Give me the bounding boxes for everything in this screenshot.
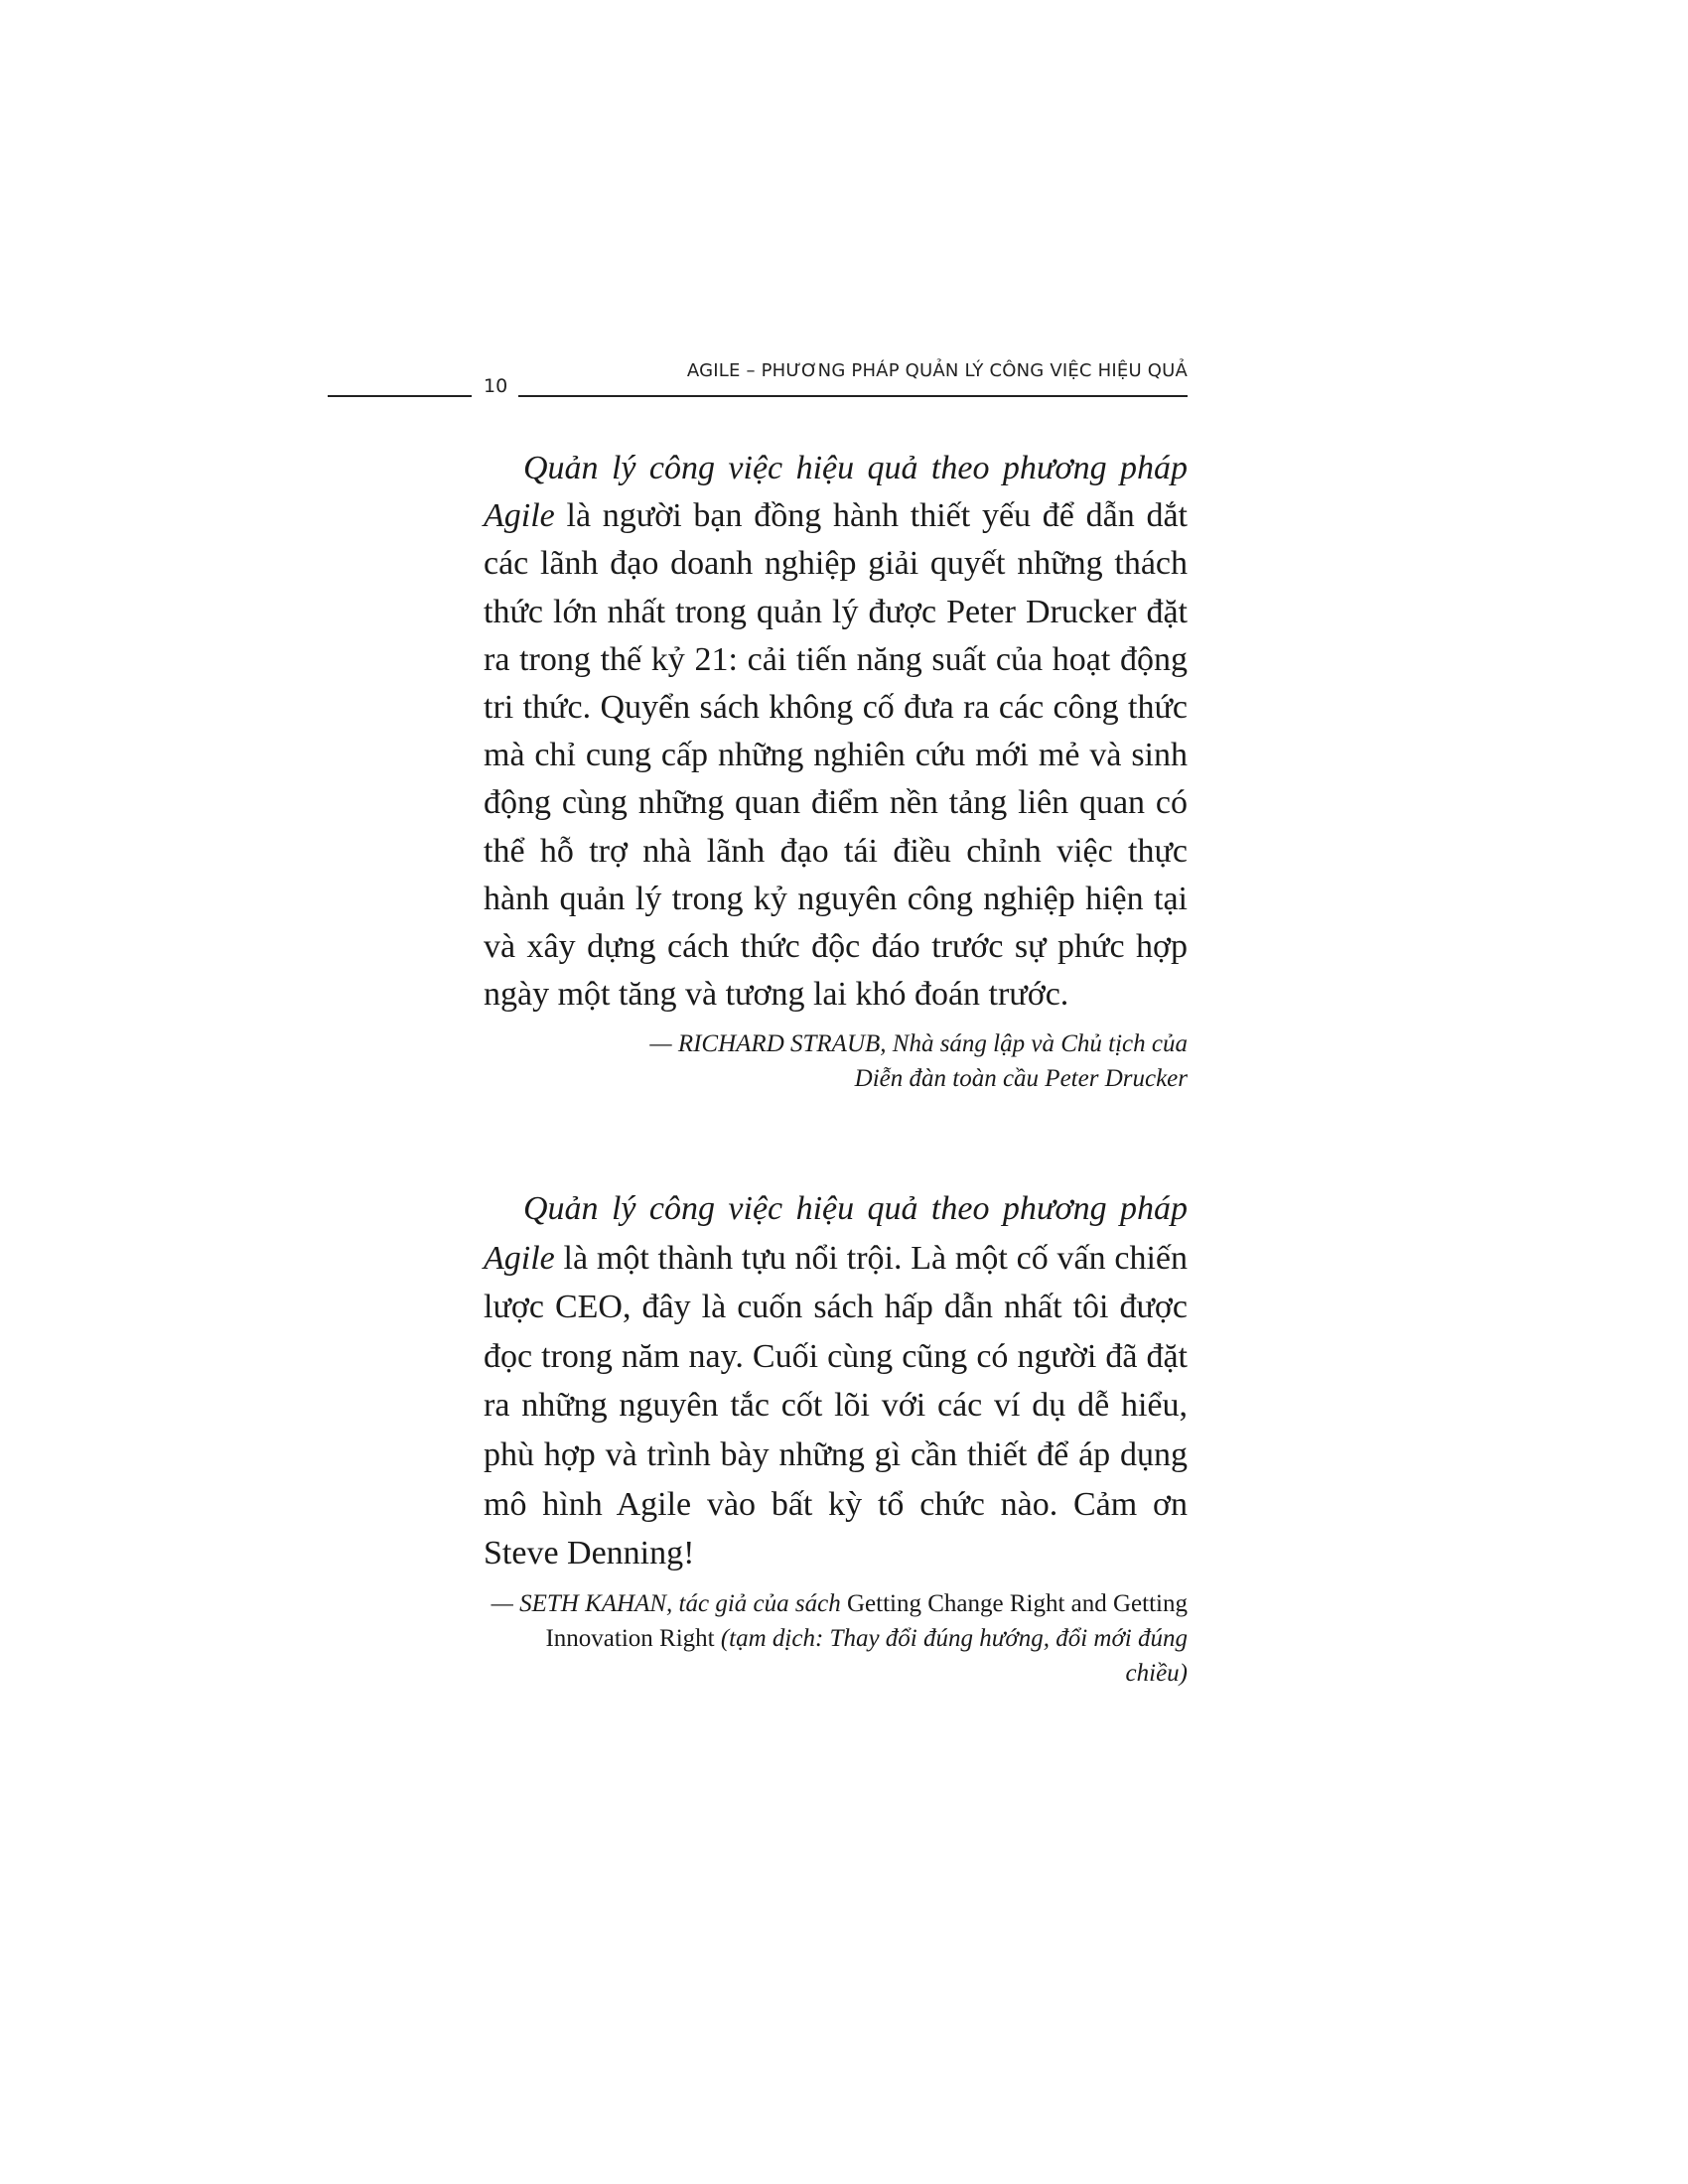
testimonial-2-quote: [484, 1184, 1188, 1578]
testimonial-1-book-title: Quản lý công việc hiệu quả theo phương pháp Agile: [484, 450, 1188, 535]
running-header: [0, 357, 1688, 407]
testimonial-1-attribution-line1: — RICHARD STRAUB, Nhà sáng lập và Chủ tịch của: [649, 1030, 1188, 1058]
testimonial-2-attribution-prefix: — SETH KAHAN, tác giả của sách: [491, 1589, 847, 1617]
testimonial-1-quote: [484, 445, 1188, 1019]
testimonial-2-body: là một thành tựu nổi trội. Là một cố vấn chiến lược CEO, đây là cuốn sách hấp dẫn nhất tôi được đọc trong năm nay. Cuối cùng cũng có người đã đặt ra những nguyên tắc cốt lõi với các ví dụ dễ hiểu, phù hợp và trình bày những gì cần thiết để áp dụng mô hình Agile vào bất kỳ tổ chức nào. Cảm ơn Steve Denning!: [484, 1239, 1188, 1572]
testimonial-2-attribution: [484, 1586, 1188, 1691]
testimonial-1: [484, 445, 1188, 1096]
testimonial-1-body: là người bạn đồng hành thiết yếu để dẫn dắt các lãnh đạo doanh nghiệp giải quyết những thách thức lớn nhất trong quản lý được Peter Drucker đặt ra trong thế kỷ 21: cải tiến năng suất của hoạt động tri thức. Quyển sách không cố đưa ra các công thức mà chỉ cung cấp những nghiên cứu mới mẻ và sinh động cùng những quan điểm nền tảng liên quan có thể hỗ trợ nhà lãnh đạo tái điều chỉnh việc thực hành quản lý trong kỷ nguyên công nghiệp hiện tại và xây dựng cách thức độc đáo trước sự phức hợp ngày một tăng và tương lai khó đoán trước.: [484, 497, 1188, 1014]
testimonial-2-attribution-book: Getting Change Right and Getting Innovation Right: [545, 1589, 1188, 1652]
testimonial-2-attribution-suffix: (tạm dịch: Thay đổi đúng hướng, đổi mới đúng chiều): [714, 1624, 1188, 1687]
testimonial-2: [484, 1184, 1188, 1691]
testimonial-1-attribution: [484, 1026, 1188, 1096]
running-title: AGILE – PHƯƠNG PHÁP QUẢN LÝ CÔNG VIỆC HIỆU QUẢ: [686, 360, 1188, 381]
testimonial-1-attribution-line2: Diễn đàn toàn cầu Peter Drucker: [854, 1065, 1188, 1093]
header-rule-left: [328, 395, 472, 397]
page-number: 10: [484, 375, 508, 397]
testimonial-2-book-title: Quản lý công việc hiệu quả theo phương pháp Agile: [484, 1190, 1188, 1277]
header-rule-right: [518, 395, 1188, 397]
